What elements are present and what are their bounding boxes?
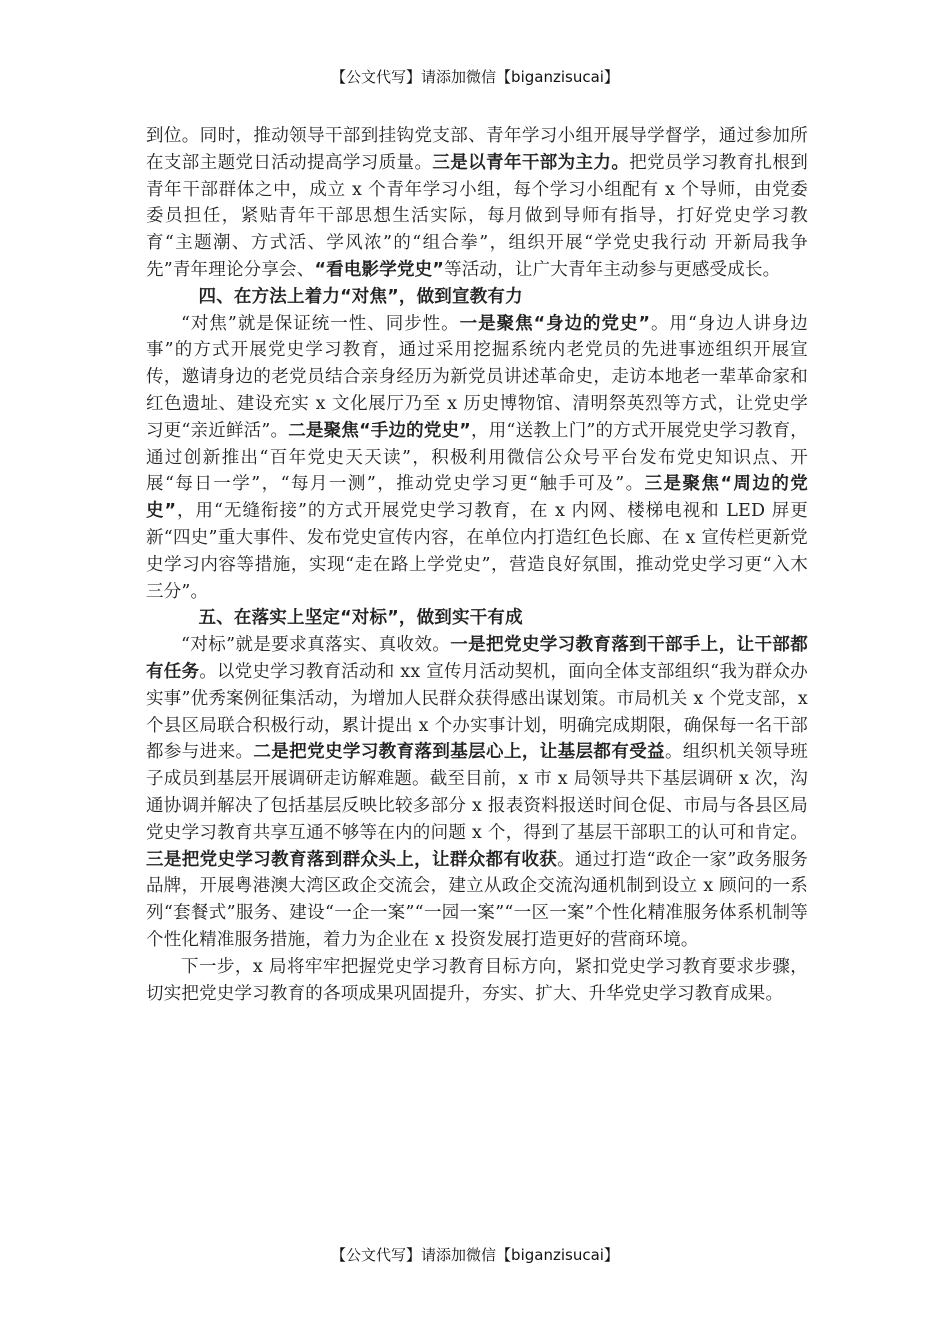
section-heading-4: 四、在方法上着力“对焦”，做到宣教有力 bbox=[198, 286, 523, 307]
section-heading-5: 五、在落实上坚定“对标”，做到实干有成 bbox=[198, 608, 523, 629]
bold-run: 一是把党史学习教育落到干部手上，让干部都有任务 bbox=[146, 635, 808, 682]
text-run: 把党员学习教育扎根到青年干部群体之中，成立 x 个青年学习小组，每个学习小组配有 x 个导师，由党委委员担任，紧贴青年干部思想生活实际，每月做到导师有指导，打好党史学习教育“主题潮、方式活、学风浓”的“组合拳”，组织开展“学党史我行动 开新局我争先”青年理论分享会、 bbox=[146, 152, 809, 280]
bold-run: 三是聚焦“周边的党史” bbox=[146, 474, 808, 522]
bold-run: “看电影学党史” bbox=[314, 259, 445, 280]
text-run: 等活动，让广大青年主动参与更感受成长。 bbox=[444, 259, 781, 280]
bold-run: 二是聚焦“手边的党史” bbox=[288, 420, 472, 441]
text-run: 到位。同时，推动领导干部到挂钩党支部、青年学习小组开展导学督学，通过参加所在支部主题党日活动提高学习质量。 bbox=[146, 126, 808, 173]
text-run: 。组织机关领导班子成员到基层开展调研走访解难题。截至目前，x 市 x 局领导共下基层调研 x 次，沟通协调并解决了包括基层反映比较多部分 x 报表资料报送时间仓促、市局与各县区局党史学习教育共享互通不够等在内的问题 x 个，得到了基层干部职工的认可和肯定。 bbox=[146, 742, 808, 843]
text-run: 。通过打造“政企一家”政务服务品牌，开展粤港澳大湾区政企交流会，建立从政企交流沟通机制到设立 x 顾问的一系列“套餐式”服务、建设“一企一案”“一园一案”“一区一案”个性化精准服务体系机制等个性化精准服务措施，着力为企业在 x 投资发展打造更好的营商环境。 bbox=[146, 849, 808, 950]
bold-run: 三是把党史学习教育落到群众头上，让群众都有收获 bbox=[146, 849, 558, 870]
bold-run: 一是聚焦“身边的党史” bbox=[459, 313, 651, 334]
paragraph-benchmark bbox=[146, 632, 808, 954]
paragraph-continuation bbox=[146, 123, 808, 284]
text-run: ，用“无缝衔接”的方式开展党史学习教育，在 x 内网、楼梯电视和 LED 屏更新“四史”重大事件、发布党史宣传内容，在单位内打造红色长廊、在 x 宣传栏更新党史学习内容等措施，实现“走在路上学党史”，营造良好氛围，推动党史学习更“入木三分”。 bbox=[146, 501, 808, 602]
document-body bbox=[146, 123, 808, 1007]
page-footer: 【公文代写】请添加微信【biganzisucai】 bbox=[331, 1246, 619, 1264]
paragraph-next-step: 下一步，x 局将牢牢把握党史学习教育目标方向，紧扣党史学习教育要求步骤，切实把党史学习教育的各项成果巩固提升，夯实、扩大、升华党史学习教育成果。 bbox=[146, 956, 808, 1004]
bold-run: 三是以青年干部为主力。 bbox=[432, 152, 630, 173]
text-run: “对标”就是要求真落实、真收效。 bbox=[181, 635, 451, 656]
bold-run: 二是把党史学习教育落到基层心上，让基层都有受益 bbox=[253, 742, 666, 763]
text-run: 。以党史学习教育活动和 xx 宣传月活动契机，面向全体支部组织“我为群众办实事”优秀案例征集活动，为增加人民群众获得感出谋划策。市局机关 x 个党支部，x 个县区局联合积极行动，累计提出 x 个办实事计划，明确完成期限，确保每一名干部都参与进来。 bbox=[146, 661, 808, 763]
paragraph-focus bbox=[146, 311, 808, 606]
text-run: ，用“送教上门”的方式开展党史学习教育，通过创新推出“百年党史天天读”，积极利用微信公众号平台发布党史知识点、开展“每日一学”，“每月一测”，推动党史学习更“触手可及”。 bbox=[146, 420, 809, 495]
text-run: “对焦”就是保证统一性、同步性。 bbox=[181, 313, 460, 334]
page-header: 【公文代写】请添加微信【biganzisucai】 bbox=[331, 68, 619, 86]
text-run: 。用“身边人讲身边事”的方式开展党史学习教育，通过采用挖掘系统内老党员的先进事迹组织开展宣传，邀请身边的老党员结合亲身经历为新党员讲述革命史，走访本地老一辈革命家和红色遗址、建设充实 x 文化展厅乃至 x 历史博物馆、清明祭英烈等方式，让党史学习更“亲近鲜活”。 bbox=[146, 313, 809, 441]
